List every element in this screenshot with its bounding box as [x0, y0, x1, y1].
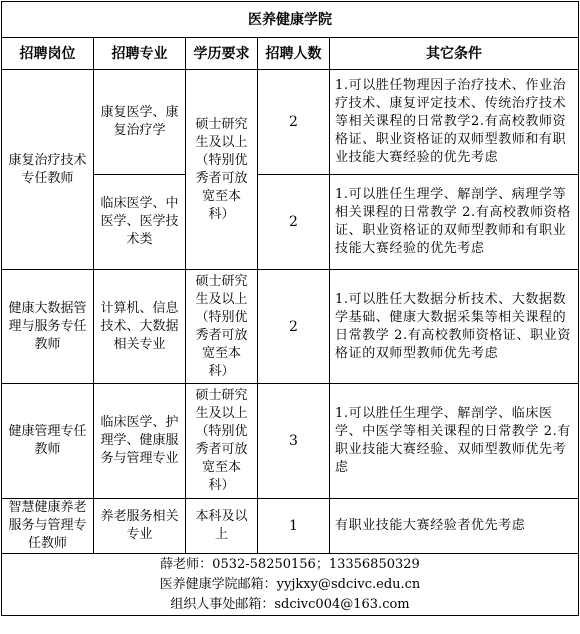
- other-cell: 1.可以胜任生理学、解剖学、临床医学、中医学等相关课程的日常教学 2.有职业技能大赛经验、双师型教师优先考虑: [330, 384, 579, 499]
- contact-phone: 薛老师：0532-58250156；13356850329: [160, 556, 420, 572]
- count-cell: 1: [258, 499, 330, 554]
- position-cell: 健康管理专任教师: [2, 384, 94, 499]
- major-cell: 临床医学、中医学、医学技术类: [94, 175, 186, 270]
- header-count: 招聘人数: [258, 38, 330, 70]
- table-row: [2, 270, 579, 384]
- count-cell: 3: [258, 384, 330, 499]
- recruitment-table: [1, 1, 579, 616]
- other-cell: 有职业技能大赛经验者优先考虑: [330, 499, 579, 554]
- header-row: [2, 38, 579, 70]
- other-cell: 1.可以胜任大数据分析技术、大数据数学基础、健康大数据采集等相关课程的日常教学 2.有高校教师资格证、职业资格证的双师型教师优先考虑: [330, 270, 579, 384]
- education-cell: 硕士研究生及以上（特别优秀者可放宽至本科）: [186, 384, 258, 499]
- position-cell: 智慧健康养老服务与管理专任教师: [2, 499, 94, 554]
- major-cell: 康复医学、康复治疗学: [94, 70, 186, 175]
- position-cell: 健康大数据管理与服务专任教师: [2, 270, 94, 384]
- major-cell: 计算机、信息技术、大数据相关专业: [94, 270, 186, 384]
- header-position: 招聘岗位: [2, 38, 94, 70]
- table-row: [2, 70, 579, 175]
- table-title: 医养健康学院: [2, 2, 579, 38]
- hr-email: 组织人事处邮箱：sdcivc004@163.com: [170, 596, 410, 612]
- header-education: 学历要求: [186, 38, 258, 70]
- contact-footer: [2, 554, 579, 616]
- position-cell: 康复治疗技术专任教师: [2, 70, 94, 270]
- other-cell: 1.可以胜任物理因子治疗技术、作业治疗技术、康复评定技术、传统治疗技术等相关课程的日常教学2.有高校教师资格证、职业资格证的双师型教师和有职业技能大赛经验的优先考虑: [330, 70, 579, 175]
- major-cell: 临床医学、护理学、健康服务与管理专业: [94, 384, 186, 499]
- education-cell: 硕士研究生及以上（特别优秀者可放宽至本科）: [186, 270, 258, 384]
- other-cell: 1.可以胜任生理学、解剖学、病理学等相关课程的日常教学 2.有高校教师资格证、职业资格证的双师型教师和有职业技能大赛经验的优先考虑: [330, 175, 579, 270]
- table-row: [2, 499, 579, 554]
- table-row: [2, 384, 579, 499]
- count-cell: 2: [258, 70, 330, 175]
- college-email: 医养健康学院邮箱：yyjkxy@sdcivc.edu.cn: [159, 576, 421, 592]
- count-cell: 2: [258, 175, 330, 270]
- header-other: 其它条件: [330, 38, 579, 70]
- education-cell: 本科及以上: [186, 499, 258, 554]
- header-major: 招聘专业: [94, 38, 186, 70]
- major-cell: 养老服务相关专业: [94, 499, 186, 554]
- count-cell: 2: [258, 270, 330, 384]
- education-cell: 硕士研究生及以上（特别优秀者可放宽至本科）: [186, 70, 258, 270]
